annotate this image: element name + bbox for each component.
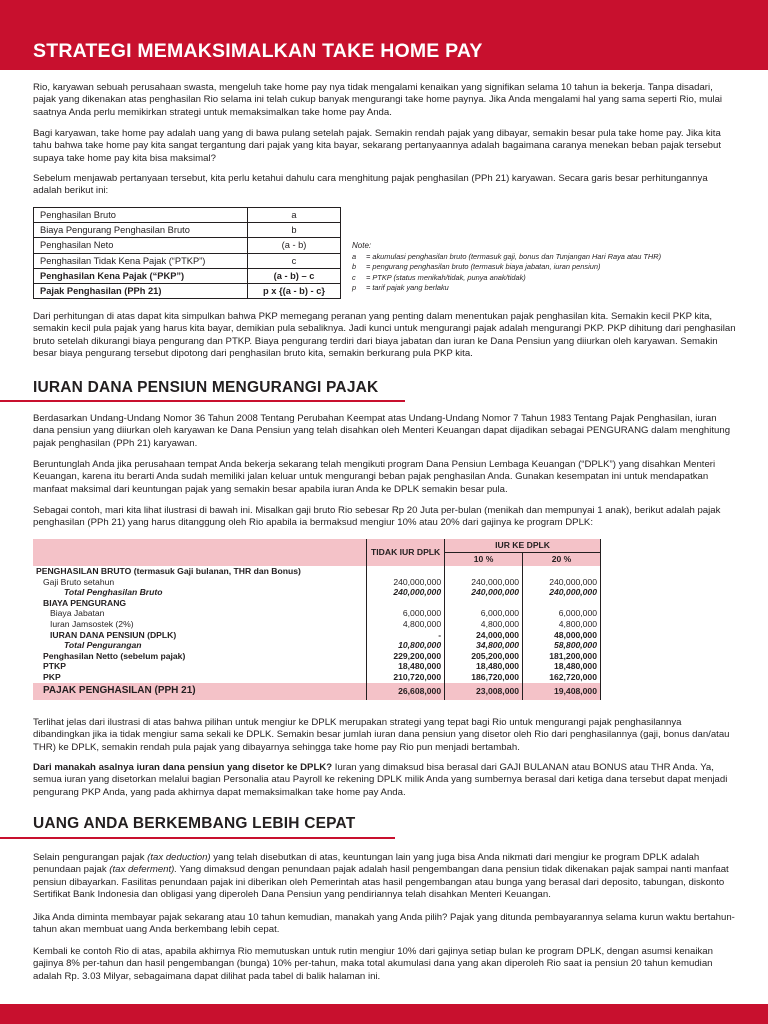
formula-conclusion: Dari perhitungan di atas dapat kita simpulkan bahwa PKP memegang peranan yang penting dalam menentukan pajak penghasilan kita. Semakin kecil PKP kita, semakin kecil pula pajak yang harus kita bayar, demikian pula sebaliknya. Jadi kunci untuk mengurangi pajak adalah mengurangi PKP. PKP dihitung dari penghasilan bruto setelah dikurangi biaya pengurang dan PTKP. Biaya pengurang terdiri dari biaya jabatan dan iuran ke Dana Pensiun yang diiurkan oleh karyawan. Semakin besar biaya pengurang tersebut dipotong dari penghasilan bruto kita, semakin berkurang pula PKP kita.	[33, 311, 736, 360]
section3-paragraph-1	[33, 852, 737, 902]
section2-paragraph-3: Sebagai contoh, mari kita lihat ilustrasi di bawah ini. Misalkan gaji bruto Rio sebesar Rp 20 Juta per-bulan (menikah dan mempunyai 1 anak), berikut adalah pajak penghasilan (PPh 21) yang harus ditanggung oleh Rio apabila ia bermaksud mengiur 10% atau 20% dari gajinya ke program DPLK:	[33, 505, 721, 529]
illustration-cell	[523, 598, 601, 609]
note-text: = PTKP (status menikah/tidak, punya anak/tidak)	[366, 272, 526, 282]
note-item	[352, 262, 661, 273]
illustration-row-label: Total Penghasilan Bruto	[33, 587, 367, 598]
page-title: STRATEGI MEMAKSIMALKAN TAKE HOME PAY	[33, 40, 483, 62]
illustration-row-label: BIAYA PENGURANG	[33, 598, 367, 609]
formula-row	[34, 253, 341, 268]
illustration-cell: 6,000,000	[445, 608, 523, 619]
note-text: = akumulasi penghasilan bruto (termasuk gaji, bonus dan Tunjangan Hari Raya atau THR)	[366, 251, 662, 261]
illustration-row-label: Penghasilan Netto (sebelum pajak)	[33, 651, 367, 662]
section2-paragraph-1: Berdasarkan Undang-Undang Nomor 36 Tahun 2008 Tentang Perubahan Keempat atas Undang-Undang Nomor 7 Tahun 1983 Tentang Pajak Penghasilan, iuran dana pensiun yang diiurkan oleh karyawan ke Dana Pensiun yang telah disahkan oleh Menteri Keuangan dapat dijadikan sebagai PENGURANG dalam menghitung pajak penghasilan (PPh 21) karyawan.	[33, 413, 731, 449]
illustration-cell: 162,720,000	[523, 672, 601, 683]
illustration-cell: 229,200,000	[367, 651, 445, 662]
illustration-row	[33, 672, 601, 683]
illustration-row	[33, 608, 601, 619]
illustration-cell: 48,000,000	[523, 630, 601, 641]
term-tax-deferment: (tax deferment).	[109, 864, 178, 876]
formula-row	[34, 238, 341, 253]
illustration-cell: 240,000,000	[367, 587, 445, 598]
formula-row	[34, 208, 341, 223]
note-key: b	[352, 262, 357, 271]
footer-band	[0, 1004, 768, 1024]
note-item	[352, 283, 661, 294]
formula-label: Penghasilan Bruto	[34, 208, 248, 223]
illustration-cell: 6,000,000	[523, 608, 601, 619]
illustration-row-label: IURAN DANA PENSIUN (DPLK)	[33, 630, 367, 641]
illustration-cell: 18,480,000	[445, 661, 523, 672]
illustration-cell	[445, 598, 523, 609]
illustration-row-label: PENGHASILAN BRUTO (termasuk Gaji bulanan, THR dan Bonus)	[33, 566, 367, 577]
formula-row	[34, 283, 341, 298]
formula-label: Penghasilan Neto	[34, 238, 248, 253]
formula-value: a	[248, 208, 341, 223]
intro-paragraph-3: Sebelum menjawab pertanyaan tersebut, kita perlu ketahui dahulu cara menghitung pajak penghasilan (PPh 21) karyawan. Secara garis besar perhitungannya adalah berikut ini:	[33, 173, 708, 197]
text-run: yang telah disebutkan di atas, keuntungan lain yang juga bisa Anda nikmati dari mengiur ke program DPLK adalah penundaan pajak	[33, 852, 700, 876]
illustration-cell: 19,408,000	[523, 683, 601, 700]
illustration-row	[33, 651, 601, 662]
illustration-row	[33, 640, 601, 651]
illustration-row	[33, 577, 601, 588]
illustration-cell: 205,200,000	[445, 651, 523, 662]
col-header-10-percent: 10 %	[445, 553, 523, 567]
formula-label: Penghasilan Tidak Kena Pajak (“PTKP”)	[34, 253, 248, 268]
illustration-cell: 24,000,000	[445, 630, 523, 641]
illustration-row-label: PKP	[33, 672, 367, 683]
illustration-table	[33, 539, 601, 700]
illustration-row	[33, 619, 601, 630]
illustration-row-label: Total Pengurangan	[33, 640, 367, 651]
illustration-cell: 240,000,000	[445, 577, 523, 588]
note-item	[352, 252, 661, 263]
illustration-cell: 26,608,000	[367, 683, 445, 700]
illustration-cell	[367, 598, 445, 609]
illustration-row-label: PAJAK PENGHASILAN (PPH 21)	[33, 683, 367, 700]
question-lead: Dari manakah asalnya iuran dana pensiun yang disetor ke DPLK?	[33, 762, 333, 773]
illustration-row	[33, 587, 601, 598]
illustration-row	[33, 661, 601, 672]
intro-paragraph-1: Rio, karyawan sebuah perusahaan swasta, mengeluh take home pay nya tidak mengalami kenaikan yang signifikan selama 10 tahun ia bekerja. Tanpa disadari, pajak yang dikenakan atas penghasilan Rio selama ini telah cukup banyak mengurangi take home paynya. Jika Anda mengalami hal yang sama seperti Rio, mulai saatnya Anda perlu memikirkan strategi untuk memaksimalkan take home pay Anda.	[33, 82, 723, 118]
illustration-cell: 240,000,000	[523, 577, 601, 588]
illustration-cell: 6,000,000	[367, 608, 445, 619]
note-title: Note:	[352, 241, 372, 250]
note-key: p	[352, 283, 357, 292]
illustration-cell	[367, 566, 445, 577]
note-item	[352, 273, 661, 284]
formula-table	[33, 207, 341, 299]
illustration-cell: 240,000,000	[523, 587, 601, 598]
formula-label: Penghasilan Kena Pajak (“PKP”)	[34, 268, 248, 283]
illustration-cell: 4,800,000	[523, 619, 601, 630]
col-header-tidak-iur: TIDAK IUR DPLK	[367, 539, 445, 566]
illustration-cell: 181,200,000	[523, 651, 601, 662]
section3-paragraph-2: Jika Anda diminta membayar pajak sekarang atau 10 tahun kemudian, manakah yang Anda pilih? Pajak yang ditunda pembayarannya selama kurun waktu bertahun-tahun akan membuat uang Anda berkembang lebih cepat.	[33, 912, 735, 936]
question-answer: Iuran yang dimaksud bisa berasal dari GAJI BULANAN atau BONUS atau THR Anda. Ya, semua iuran yang disetorkan melalui bagian Personalia atau Payroll ke rekening DPLK milik Anda yang sumbernya berasal dari ketiga dana tersebut dapat menjadi pengurang PKP Anda, yang pada akhirnya dapat memaksimalkan take home pay Anda.	[33, 762, 728, 798]
formula-row	[34, 268, 341, 283]
section3-paragraph-3: Kembali ke contoh Rio di atas, apabila akhirnya Rio memutuskan untuk rutin mengiur 10% dari gajinya setiap bulan ke program DPLK, dengan asumsi kenaikan gajinya 8% per-tahun dan hasil pengembangan (bunga) 10% per-tahun, maka total akumulasi dana yang akan diperoleh Rio saat ia pensiun 20 tahun kemudian adalah Rp. 3.03 Milyar, sebagaimana dapat dilihat pada tabel di balik halaman ini.	[33, 946, 713, 982]
illustration-header-blank	[33, 539, 367, 566]
formula-label: Pajak Penghasilan (PPh 21)	[34, 283, 248, 298]
note-key: c	[352, 272, 356, 282]
section2-after-paragraph-2	[33, 762, 737, 799]
section-rule-iuran	[0, 400, 405, 402]
illustration-cell: 58,800,000	[523, 640, 601, 651]
illustration-cell: 240,000,000	[445, 587, 523, 598]
col-header-iur-dplk: IUR KE DPLK	[445, 539, 601, 553]
illustration-cell: 4,800,000	[367, 619, 445, 630]
intro-paragraph-2: Bagi karyawan, take home pay adalah uang yang di bawa pulang setelah pajak. Semakin rendah pajak yang dibayar, semakin besar pula take home pay. Jika kita tahu bahwa take home pay kita sangat tergantung dari pajak yang kita bayar, sekarang pertanyaannya adalah bagaimana caranya menekan beban pajak tersebut supaya take home pay kita bisa maksimal?	[33, 128, 722, 164]
note-text: = pengurang penghasilan bruto (termasuk biaya jabatan, iuran pensiun)	[366, 262, 601, 271]
section-title-uang: UANG ANDA BERKEMBANG LEBIH CEPAT	[33, 815, 356, 832]
formula-value: b	[248, 223, 341, 238]
illustration-row	[33, 683, 601, 700]
section-title-iuran: IURAN DANA PENSIUN MENGURANGI PAJAK	[33, 379, 379, 396]
section-rule-uang	[0, 837, 395, 839]
illustration-cell: 34,800,000	[445, 640, 523, 651]
formula-value: c	[248, 253, 341, 268]
formula-value: p x {(a - b) - c}	[248, 283, 341, 298]
illustration-row-label: Gaji Bruto setahun	[33, 577, 367, 588]
illustration-row-label: PTKP	[33, 661, 367, 672]
illustration-cell: 210,720,000	[367, 672, 445, 683]
illustration-cell: 10,800,000	[367, 640, 445, 651]
illustration-cell: 23,008,000	[445, 683, 523, 700]
formula-row	[34, 223, 341, 238]
illustration-cell: -	[367, 630, 445, 641]
illustration-cell: 4,800,000	[445, 619, 523, 630]
formula-value: (a - b) – c	[248, 268, 341, 283]
illustration-row-label: Iuran Jamsostek (2%)	[33, 619, 367, 630]
section2-after-paragraph-1: Terlihat jelas dari ilustrasi di atas bahwa pilihan untuk mengiur ke DPLK merupakan strategi yang tepat bagi Rio untuk mengurangi pajak penghasilannya dibandingkan jika ia tidak mengiur sama sekali ke DPLK. Semakin besar jumlah iuran dana pensiun yang disetor oleh Rio dari penghasilannya (gaji, bonus dan/atau THR) ke DPLK, semakin rendah pula pajak yang dibayarnya sehingga take home pay Rio pun menjadi bertambah.	[33, 717, 730, 753]
formula-label: Biaya Pengurang Penghasilan Bruto	[34, 223, 248, 238]
illustration-row-label: Biaya Jabatan	[33, 608, 367, 619]
text-run: Yang dimaksud dengan penundaan pajak adalah hasil pengembangan dana pensiun tidak dikenakan pajak sampai nanti manfaat pensiun dibayarkan. Fasilitas penundaan pajak ini diberikan oleh Pemerintah atas hasil pengembangan atau bunga yang berasal dari deposito, tabungan, diskonto Sertifikat Bank Indonesia dan obligasi yang diperoleh Dana Pensiun yang pendiriannya telah disahkan Menteri Keuangan.	[33, 864, 729, 901]
col-header-20-percent: 20 %	[523, 553, 601, 567]
illustration-cell	[523, 566, 601, 577]
illustration-cell: 18,480,000	[523, 661, 601, 672]
illustration-row	[33, 630, 601, 641]
illustration-row	[33, 598, 601, 609]
formula-note	[352, 241, 661, 294]
text-run: Selain pengurangan pajak	[33, 852, 148, 863]
illustration-cell: 186,720,000	[445, 672, 523, 683]
term-tax-deduction: (tax deduction)	[147, 852, 211, 863]
note-key: a	[352, 251, 357, 261]
illustration-cell: 18,480,000	[367, 661, 445, 672]
illustration-cell	[445, 566, 523, 577]
illustration-cell: 240,000,000	[367, 577, 445, 588]
illustration-row	[33, 566, 601, 577]
note-text: = tarif pajak yang berlaku	[366, 283, 449, 292]
section2-paragraph-2: Beruntunglah Anda jika perusahaan tempat Anda bekerja sekarang telah mengikuti program Dana Pensiun Lembaga Keuangan (“DPLK”) yang disahkan Menteri Keuangan, karena itu berarti Anda sudah memiliki jalan keluar untuk mengurangi beban pajak penghasilan Anda. Gunakan kesempatan ini untuk mendapatkan manfaat maksimal dari keuntungan pajak yang semakin besar apabila iuran Anda ke DPLK semakin besar pula.	[33, 459, 716, 495]
formula-value: (a - b)	[248, 238, 341, 253]
